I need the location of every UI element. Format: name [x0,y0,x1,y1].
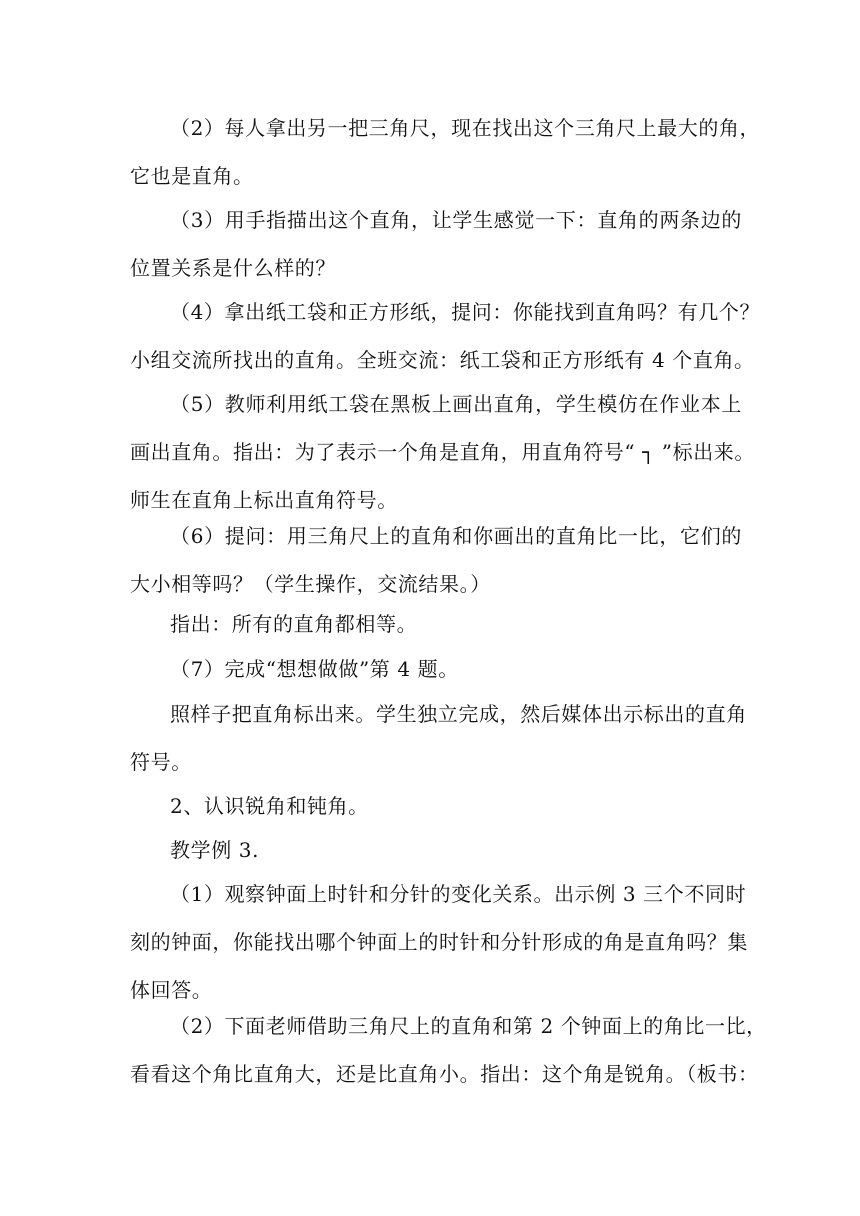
text-line: （6）提问：用三角尺上的直角和你画出的直角比一比，它们的 [170,524,742,548]
paragraph-example-step-2 [130,1002,767,1098]
paragraph-example-step-1 [130,870,748,1014]
paragraph-step-2 [130,104,761,200]
text-line: 教学例 3. [170,838,260,862]
paragraph-step-5 [130,380,756,524]
text-line: 小组交流所找出的直角。全班交流：纸工袋和正方形纸有 4 个直角。 [130,348,755,372]
paragraph-exercise [130,690,747,786]
text-line: 指出：所有的直角都相等。 [170,612,418,636]
text-line: （4）拿出纸工袋和正方形纸，提问：你能找到直角吗？有几个？ [170,300,761,324]
text-line: 看看这个角比直角大，还是比直角小。指出：这个角是锐角。（板书： [130,1062,759,1086]
text-line: （7）完成“想想做做”第 4 题。 [170,657,459,681]
paragraph-note [130,600,742,648]
text-line: 位置关系是什么样的？ [130,256,336,280]
text-line: 画出直角。指出：为了表示一个角是直角，用直角符号“ ┐ ”标出来。 [130,440,756,464]
text-line: 师生在直角上标出直角符号。 [130,488,398,512]
text-line: 刻的钟面，你能找出哪个钟面上的时针和分针形成的角是直角吗？集 [130,930,748,954]
paragraph-example [130,826,742,874]
text-line: 2、认识锐角和钝角。 [170,794,369,818]
text-line: （2）下面老师借助三角尺上的直角和第 2 个钟面上的角比一比， [170,1014,767,1038]
text-line: 照样子把直角标出来。学生独立完成，然后媒体出示标出的直角 [170,702,747,726]
text-line: 符号。 [130,750,192,774]
text-line: （2）每人拿出另一把三角尺，现在找出这个三角尺上最大的角， [170,116,761,140]
paragraph-step-4 [130,288,761,384]
paragraph-step-6 [130,512,742,608]
paragraph-step-7 [130,645,742,693]
text-line: （3）用手指描出这个直角，让学生感觉一下：直角的两条边的 [170,208,742,232]
text-line: 体回答。 [130,978,213,1002]
paragraph-step-3 [130,196,742,292]
text-line: 大小相等吗？（学生操作，交流结果。） [130,572,491,596]
text-line: 它也是直角。 [130,164,254,188]
section-heading [130,782,742,830]
text-line: （5）教师利用纸工袋在黑板上画出直角，学生模仿在作业本上 [170,392,742,416]
text-line: （1）观察钟面上时针和分针的变化关系。出示例 3 三个不同时 [170,882,747,906]
